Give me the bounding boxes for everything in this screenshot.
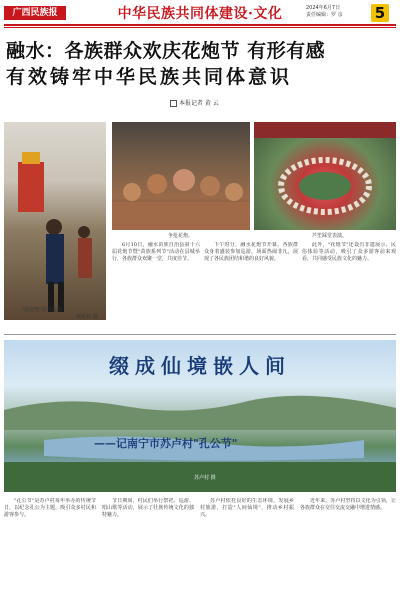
caption-photo-3: 芦笙踩堂表演。 [312, 233, 348, 239]
procession-illustration [4, 122, 106, 320]
section-divider [4, 334, 396, 335]
issue-date: 2024年6月7日 [306, 5, 341, 11]
crowd-illustration [112, 122, 250, 230]
header-rule-thin [4, 27, 396, 28]
headline-line-2: 有效铸牢中华民族共同体意识 [6, 66, 293, 88]
article1-col1-text: 6月10日，融水苗族自治县第十六届花炮节暨"苗族系列节"活动在县城举行，各族群众欢聚一堂，共度佳节。 [112, 242, 200, 262]
photo-crowd [112, 122, 250, 230]
article2-column-4 [300, 498, 396, 590]
circle-dance-illustration [254, 122, 396, 230]
photo-procession [4, 122, 106, 320]
section-title: 中华民族共同体建设·文化 [117, 6, 283, 22]
caption-photo-2: 争抢花炮。 [168, 233, 194, 239]
header-rule [4, 24, 396, 26]
byline [170, 98, 219, 107]
article1-column-2 [204, 242, 298, 330]
article1-col3-text: 此外，"花炮节"还设有非遗展示、民俗体验等活动，吸引了众多游客前来观看，共同感受民族文化的魅力。 [302, 242, 396, 262]
banner-subtitle: ——记南宁市苏卢村"孔公节" [94, 437, 238, 450]
article2-col4-text: 近年来，苏卢村坚持以文化为引领，让各族群众在交往交流交融中增进情感。 [300, 498, 396, 511]
byline-text: 本报记者 黄 云 [179, 100, 219, 107]
article1-column-1 [112, 242, 200, 330]
article2-col2-text: 节日期间，村民们举行祭祀、巡游、唱山歌等活动，展示了壮族传统文化的独特魅力。 [102, 498, 194, 518]
photo-dance-circle [254, 122, 396, 230]
issue-editor: 责任编辑：罗 彦 [306, 12, 343, 18]
article1-col2-text: 下午时分，融水花炮节开幕，各族群众身着盛装参加巡游，场面热闹非凡，展现了各民族团结和谐的良好风貌。 [204, 242, 298, 262]
issue-meta [306, 5, 343, 19]
article2-column-2 [102, 498, 194, 590]
article1-column-3 [302, 242, 396, 330]
headline-line-1: 融水：各族群众欢庆花炮节 有形有感 [6, 40, 326, 62]
credit-photo-1: 郁东权 摄 [76, 314, 98, 320]
banner-credit: 苏卢村 摄 [194, 475, 216, 481]
article2-column-3 [200, 498, 294, 590]
page-number: 5 [371, 4, 389, 22]
banner-title: 缀成仙境嵌人间 [109, 354, 291, 378]
article2-column-1 [4, 498, 96, 590]
article2-col3-text: 苏卢村依托良好的生态环境，发展乡村旅游，打造"人间仙境"，推动乡村振兴。 [200, 498, 294, 518]
banner-landscape [4, 340, 396, 492]
byline-box-icon [170, 100, 177, 107]
article2-col1-text: "孔公节"是苏卢村每年举办的传统节日，以纪念孔公为主题，吸引众多村民和游客参与。 [4, 498, 96, 518]
caption-photo-1: "抢花炮"前先巡游。 [22, 307, 67, 313]
paper-name-tag: 广西民族报 [4, 6, 66, 20]
